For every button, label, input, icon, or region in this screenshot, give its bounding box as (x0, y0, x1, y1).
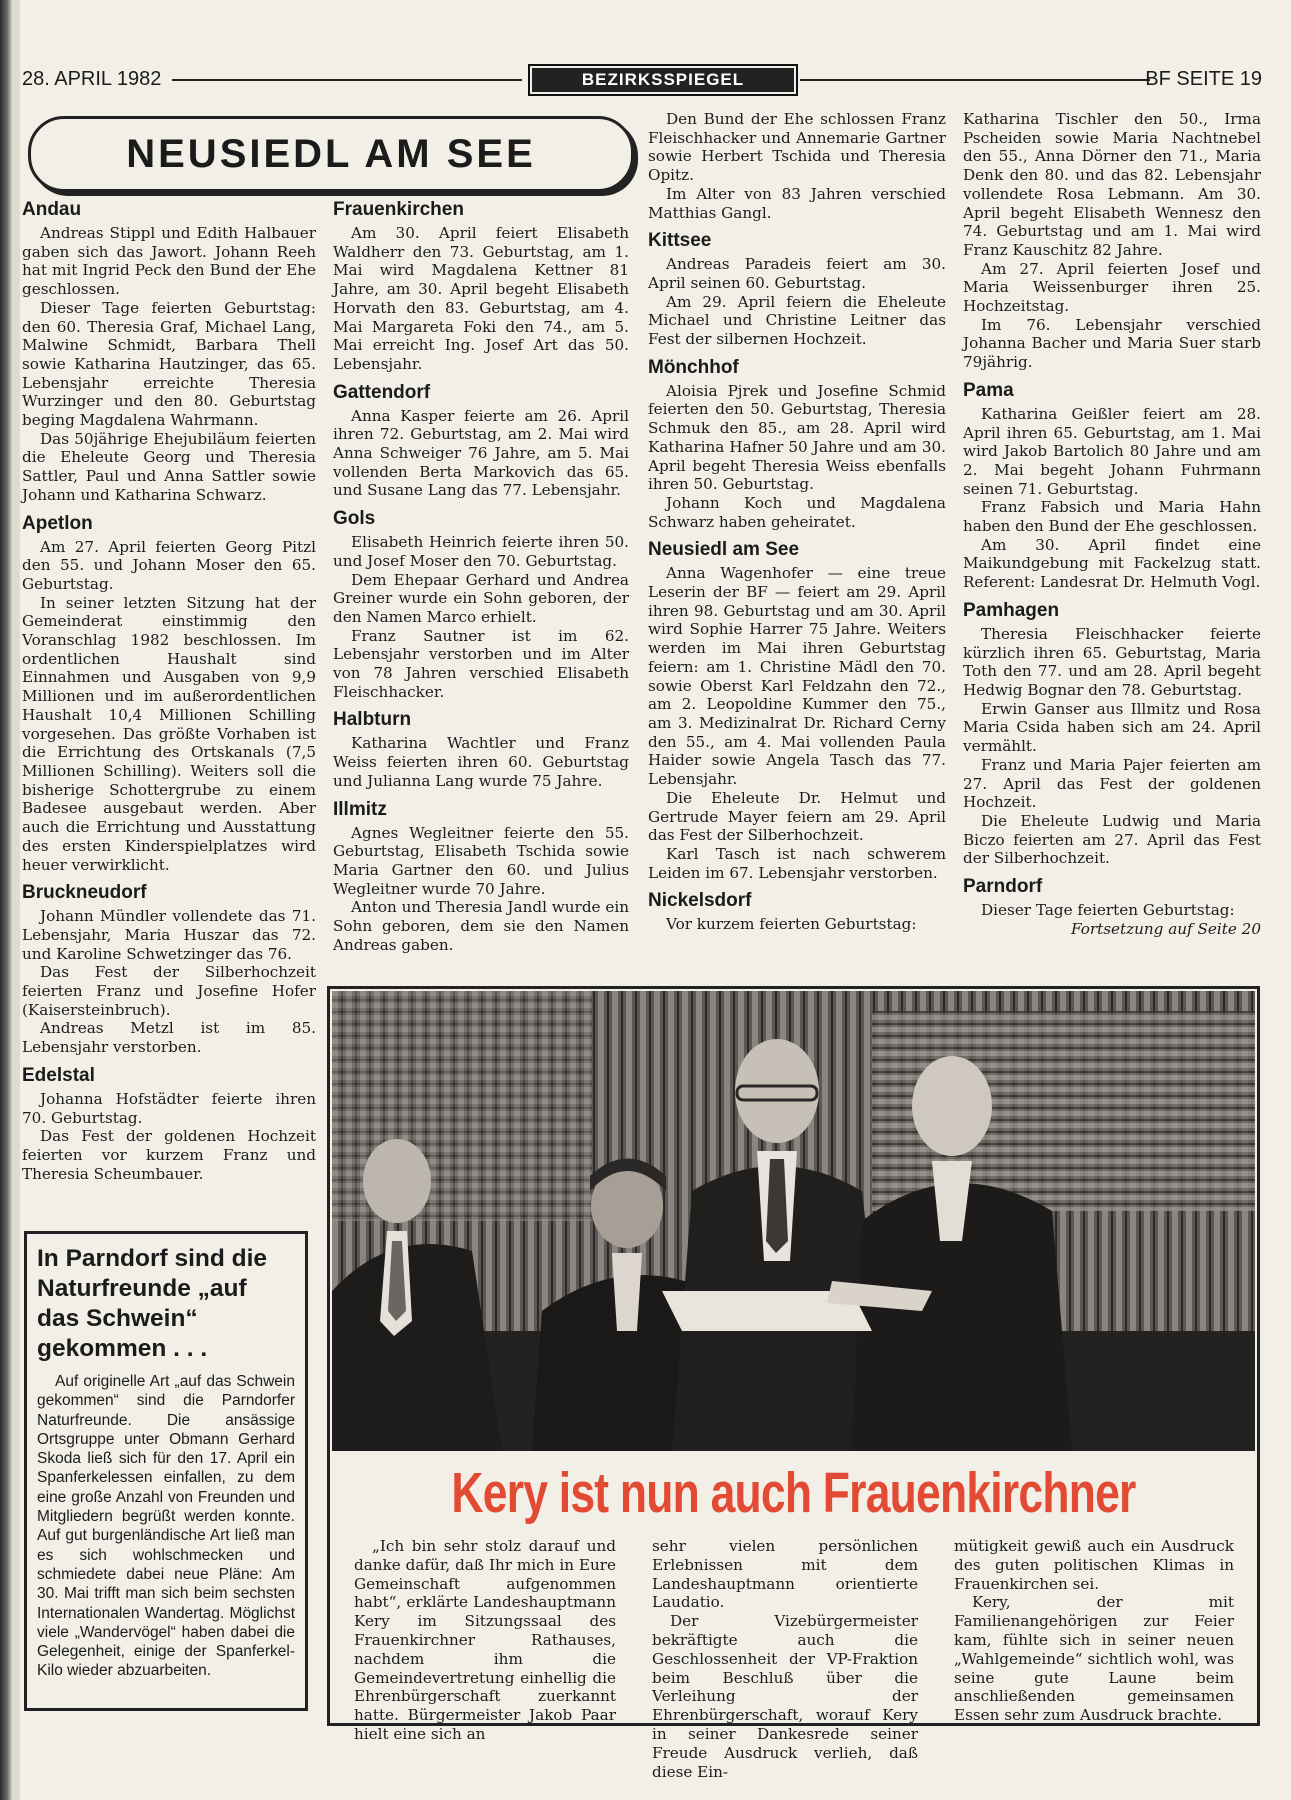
town-heading: Pamhagen (963, 599, 1060, 621)
town-heading: Bruckneudorf (22, 882, 147, 904)
town-heading: Nickelsdorf (648, 890, 752, 912)
news-paragraph: Franz Fabsich und Maria Hahn haben den Bund der Ehe geschlossen. (963, 498, 1261, 536)
town-heading: Parndorf (963, 876, 1043, 898)
news-paragraph: Aloisia Pjrek und Josefine Schmid feierten den 50. Geburtstag, Theresia Schmuk den 85., am 28. April wird Katharina Hafner 50 Jahre und am 30. April begeht Theresia Weiss ebenfalls ihren 50. Geburtstag. (648, 381, 946, 494)
continuation-note: Fortsetzung auf Seite 20 (1071, 919, 1261, 938)
news-paragraph: Erwin Ganser aus Illmitz und Rosa Maria Csida haben sich am 24. April vermählt. (963, 699, 1261, 756)
story-headline: Kery ist nun auch Frauenkirchner (451, 1461, 1136, 1525)
news-paragraph: Anna Kasper feierte am 26. April ihren 72. Geburtstag, am 2. Mai wird Anna Schweiger 76 Jahre, am 5. Mai vollenden Berta Markovich das 65. und Susane Lang das 77. Lebensjahr. (333, 406, 629, 500)
news-paragraph: Im Alter von 83 Jahren verschied Matthias Gangl. (648, 184, 946, 222)
news-paragraph: Dieser Tage feierten Geburtstag: den 60. Theresia Graf, Michael Lang, Malwine Schmidt, Barbara Thell sowie Katharina Hautzinger, das 65. Lebensjahr erreichte Theresia Wurzinger und den 80. Geburtstag beging Magdalena Wahrmann. (22, 298, 316, 430)
parndorf-headline: In Parndorf sind die Naturfreunde „auf das Schwein“ gekommen . . . (37, 1245, 268, 1362)
ceremony-photo-illustration (332, 991, 1255, 1451)
news-paragraph: Am 30. April feiert Elisabeth Waldherr den 73. Geburtstag, am 1. Mai wird Magdalena Kettner 81 Jahre, am 30. April begeht Elisabeth Horvath den 83. Geburtstag, am 4. Mai Margareta Foki den 74., am 5. Mai erreicht Ing. Josef Art das 50. Lebensjahr. (333, 224, 629, 373)
town-heading: Frauenkirchen (333, 199, 464, 220)
news-paragraph: Agnes Wegleitner feierte den 55. Geburtstag, Elisabeth Tschida sowie Maria Gartner den 60. und Julius Wegleitner wurde 70 Jahre. (333, 823, 629, 898)
section-label: BEZIRKSSPIEGEL (528, 64, 798, 96)
story-paragraph: „Ich bin sehr stolz darauf und danke dafür, daß Ihr mich in Eure Gemeinschaft aufgenommen habt“, erklärte Landeshauptmann Kery im Sitzungssaal des Frauenkirchner Rathauses, nachdem ihm die Gemeindevertretung einhellig die Ehrenbürgerschaft zuerkannt hatte. Bürgermeister Jakob Paar hielt eine sich an (354, 1537, 616, 1743)
news-paragraph: Anna Wagenhofer — eine treue Leserin der BF — feiert am 29. April ihren 98. Geburtstag und am 30. April wird Sophie Harrer 75 Jahre. Weiters werden im Mai ihren Geburtstag feiern: am 1. Christine Mädl den 70. sowie Oberst Karl Feldzahn den 72., am 2. Leopoldine Kummer den 75., am 3. Medizinalrat Dr. Richard Cerny den 55., am 4. Mai vollenden Paula Haider sowie Angela Tasch das 77. Lebensjahr. (648, 564, 946, 789)
parndorf-body: Auf originelle Art „auf das Schwein gekommen“ sind die Parndorfer Naturfreunde. Die ansässige Ortsgruppe unter Obmann Gerhard Skoda ließ sich für den 17. April ein Spanferkelessen einfallen, zu dem eine große Anzahl von Freunden und Mitgliedern begrüßt werden konnte. Auf gut burgenländische Art ließ man es sich wohlschmecken und schmiedete dabei neue Pläne: Am 30. Mai trifft man sich beim sechsten Internationalen Wandertag. Möglichst viele „Wandervögel“ haben dabei die Gelegenheit, einige der Spanferkel-Kilo wieder abzuarbeiten. (37, 1373, 295, 1680)
news-column-2 (333, 198, 629, 955)
news-paragraph: Andreas Paradeis feiert am 30. April seinen 60. Geburtstag. (648, 255, 946, 292)
town-heading: Apetlon (22, 512, 93, 534)
town-heading: Illmitz (333, 798, 387, 820)
news-paragraph: Im 76. Lebensjahr verschied Johanna Bacher und Maria Suer starb 79jährig. (963, 315, 1261, 372)
parndorf-article-box (24, 1231, 308, 1711)
header-rule-left (172, 79, 522, 81)
binding-shadow (0, 0, 12, 1800)
story-column-2 (652, 1537, 918, 1781)
news-paragraph: Die Eheleute Ludwig und Maria Biczo feierten am 27. April das Fest der Silberhochzeit. (963, 811, 1261, 868)
news-paragraph: Karl Tasch ist nach schwerem Leiden im 67. Lebensjahr verstorben. (648, 844, 946, 882)
town-heading: Pama (963, 379, 1014, 401)
news-paragraph: Dem Ehepaar Gerhard und Andrea Greiner wurde ein Sohn geboren, der den Namen Marco erhielt. (333, 570, 629, 626)
news-paragraph: Am 27. April feierten Josef und Maria Weissenburger ihren 25. Hochzeitstag. (963, 259, 1261, 316)
news-paragraph: Am 27. April feierten Georg Pitzl den 55. und Johann Moser den 65. Geburtstag. (22, 537, 316, 593)
news-column-4 (963, 110, 1261, 938)
news-paragraph: Den Bund der Ehe schlossen Franz Fleischhacker und Annemarie Gartner sowie Herbert Tschida und Theresia Opitz. (648, 110, 946, 185)
news-paragraph: Das Fest der goldenen Hochzeit feierten vor kurzem Franz und Theresia Scheumbauer. (22, 1127, 316, 1183)
news-paragraph: Andreas Stippl und Edith Halbauer gaben sich das Jawort. Johann Reeh hat mit Ingrid Peck den Bund der Ehe geschlossen. (22, 224, 316, 299)
page-number: BF SEITE 19 (1145, 68, 1262, 90)
town-heading: Halbturn (333, 709, 412, 731)
news-paragraph: Die Eheleute Dr. Helmut und Gertrude Mayer feiern am 29. April das Fest der Silberhochzeit. (648, 788, 946, 845)
news-paragraph: Katharina Geißler feiert am 28. April ihren 65. Geburtstag, am 1. Mai wird Jakob Bartolich 80 Jahre und am 2. Mai begeht Johann Fuhrmann seinen 71. Geburtstag. (963, 404, 1261, 498)
town-heading: Kittsee (648, 230, 712, 252)
news-paragraph: Am 30. April findet eine Maikundgebung mit Fackelzug statt. Referent: Landesrat Dr. Helmuth Vogl. (963, 535, 1261, 592)
news-paragraph: Theresia Fleischhacker feierte kürzlich ihren 65. Geburtstag, Maria Toth den 77. und am 28. April begeht Hedwig Bognar den 78. Geburtstag. (963, 624, 1261, 699)
news-paragraph: Andreas Metzl ist im 85. Lebensjahr verstorben. (22, 1019, 316, 1057)
photo-story (327, 986, 1260, 1781)
town-heading: Neusiedl am See (648, 539, 800, 561)
news-paragraph: Anton und Theresia Jandl wurde ein Sohn geboren, dem sie den Namen Andreas gaben. (333, 898, 629, 954)
news-paragraph: Katharina Wachtler und Franz Weiss feierten ihren 60. Geburtstag und Julianna Lang wurde 75 Jahre. (333, 734, 629, 790)
page-header (22, 64, 1262, 96)
news-paragraph: Katharina Tischler den 50., Irma Pscheiden sowie Maria Nachtnebel den 55., Anna Dörner den 71., Maria Denk den 80. und das 82. Lebensjahr vollendete Rosa Lebmann. Am 30. April begeht Elisabeth Wennesz den 74. Geburtstag und am 1. Mai wird Franz Kauschitz 82 Jahre. (963, 110, 1261, 259)
story-paragraph: mütigkeit gewiß auch ein Ausdruck des guten politischen Klimas in Frauenkirchen sei. (954, 1537, 1234, 1593)
header-rule-right (800, 79, 1150, 81)
news-paragraph: Elisabeth Heinrich feierte ihren 50. und Josef Moser den 70. Geburtstag. (333, 533, 629, 570)
news-paragraph: Johann Mündler vollendete das 71. Lebensjahr, Maria Huszar das 72. und Karoline Schwetzinger das 76. (22, 907, 316, 963)
town-heading: Gattendorf (333, 381, 431, 403)
district-masthead (28, 116, 634, 192)
news-paragraph: Vor kurzem feierten Geburtstag: (666, 915, 917, 934)
news-column-3 (648, 110, 946, 934)
news-paragraph: Am 29. April feiern die Eheleute Michael und Christine Leitner das Fest der silbernen Hochzeit. (648, 292, 946, 349)
district-title: NEUSIEDL AM SEE (126, 132, 536, 176)
story-paragraph: Kery, der mit Familienangehörigen zur Feier kam, fühlte sich in seiner neuen „Wahlgemeinde“ sichtlich wohl, was seine gute Laune beim anschließenden gemeinsamen Essen sehr zum Ausdruck brachte. (954, 1593, 1234, 1725)
news-paragraph: Johanna Hofstädter feierte ihren 70. Geburtstag. (22, 1089, 316, 1127)
news-column-1 (22, 198, 316, 1183)
issue-date: 28. APRIL 1982 (22, 68, 162, 90)
town-heading: Andau (22, 199, 82, 220)
town-heading: Gols (333, 508, 376, 530)
news-paragraph: Franz Sautner ist im 62. Lebensjahr verstorben und im Alter von 78 Jahren verschied Elisabeth Fleischhacker. (333, 626, 629, 701)
page-edge (12, 0, 20, 1800)
town-heading: Edelstal (22, 1064, 95, 1086)
ceremony-photo (332, 991, 1255, 1451)
story-column-1 (354, 1537, 616, 1744)
town-heading: Mönchhof (648, 356, 739, 378)
story-column-3 (954, 1537, 1234, 1725)
story-paragraph: Der Vizebürgermeister bekräftigte auch die Geschlossenheit der VP-Fraktion beim Beschluß über die Verleihung der Ehrenbürgerschaft, worauf Kery in seiner Dankesrede seiner Freude Ausdruck verlieh, daß diese Ein- (652, 1612, 918, 1781)
news-paragraph: Johann Koch und Magdalena Schwarz haben geheiratet. (648, 493, 946, 531)
story-paragraph: sehr vielen persönlichen Erlebnissen mit dem Landeshauptmann orientierte Laudatio. (652, 1537, 918, 1612)
news-paragraph: In seiner letzten Sitzung hat der Gemeinderat einstimmig den Voranschlag 1982 beschlossen. Im ordentlichen Haushalt sind Einnahmen und Ausgaben von 9,9 Millionen und im außerordentlichen Haushalt 10,4 Millionen Schilling vorgesehen. Das größte Vorhaben ist die Errichtung des Ortskanals (7,5 Millionen Schilling). Weiters soll die bisherige Schottergrube zu einem Badesee ausgebaut werden. Aber auch die Errichtung und Ausstattung des ersten Kinderspielplatzes wird heuer verwirklicht. (22, 593, 316, 874)
news-paragraph: Das Fest der Silberhochzeit feierten Franz und Josefine Hofer (Kaisersteinbruch). (22, 963, 316, 1019)
news-paragraph: Franz und Maria Pajer feierten am 27. April das Fest der goldenen Hochzeit. (963, 755, 1261, 812)
news-paragraph: Das 50jährige Ehejubiläum feierten die Eheleute Georg und Theresia Sattler, Paul und Anna Sattler sowie Johann und Katharina Schwarz. (22, 429, 316, 504)
news-paragraph: Dieser Tage feierten Geburtstag: (981, 901, 1235, 920)
